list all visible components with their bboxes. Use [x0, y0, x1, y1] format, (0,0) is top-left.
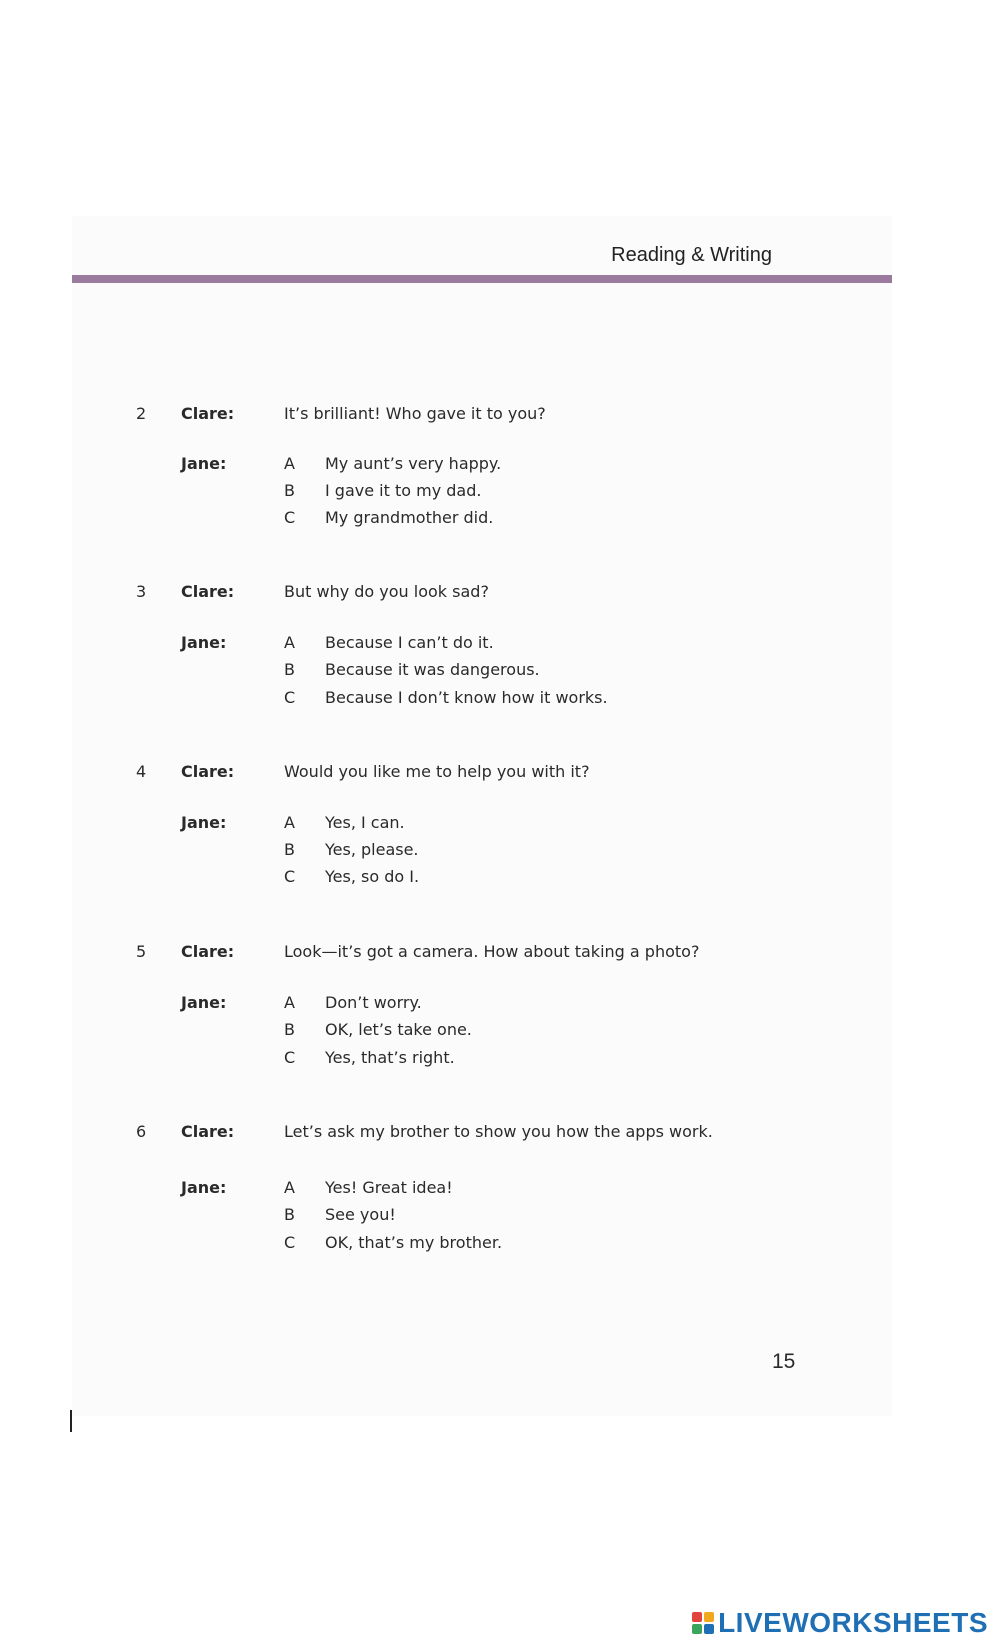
prompt-text: Let’s ask my brother to show you how the apps work. [284, 1122, 713, 1141]
option-letter: B [284, 481, 295, 500]
prompt-text: It’s brilliant! Who gave it to you? [284, 404, 546, 423]
option-text[interactable]: Yes, so do I. [325, 867, 420, 886]
prompt-text: But why do you look sad? [284, 582, 489, 601]
option-letter: C [284, 1048, 296, 1067]
prompt-speaker: Clare: [181, 942, 235, 961]
option-text[interactable]: My aunt’s very happy. [325, 454, 502, 473]
question-number: 2 [136, 404, 147, 423]
option-letter: A [284, 454, 295, 473]
response-speaker: Jane: [181, 813, 227, 832]
prompt-speaker: Clare: [181, 762, 235, 781]
option-text[interactable]: Yes, please. [325, 840, 419, 859]
option-letter: C [284, 688, 296, 707]
option-text[interactable]: See you! [325, 1205, 396, 1224]
page-number: 15 [772, 1350, 796, 1373]
prompt-speaker: Clare: [181, 1122, 235, 1141]
option-letter: A [284, 1178, 295, 1197]
margin-mark [70, 1410, 72, 1432]
prompt-text: Would you like me to help you with it? [284, 762, 590, 781]
question-number: 6 [136, 1122, 147, 1141]
response-speaker: Jane: [181, 993, 227, 1012]
prompt-text: Look—it’s got a camera. How about taking a photo? [284, 942, 700, 961]
option-text[interactable]: Because I can’t do it. [325, 633, 494, 652]
option-text[interactable]: OK, let’s take one. [325, 1020, 472, 1039]
option-text[interactable]: Because I don’t know how it works. [325, 688, 608, 707]
option-letter: A [284, 633, 295, 652]
response-speaker: Jane: [181, 633, 227, 652]
option-text[interactable]: Don’t worry. [325, 993, 422, 1012]
header-divider [72, 275, 892, 283]
option-text[interactable]: I gave it to my dad. [325, 481, 482, 500]
brand-logo [692, 1607, 988, 1639]
brand-name: LIVEWORKSHEETS [718, 1607, 988, 1638]
question-number: 3 [136, 582, 147, 601]
response-speaker: Jane: [181, 454, 227, 473]
option-letter: C [284, 867, 296, 886]
liveworksheets-logo-icon [692, 1612, 714, 1634]
option-text[interactable]: Because it was dangerous. [325, 660, 540, 679]
option-letter: A [284, 813, 295, 832]
option-letter: A [284, 993, 295, 1012]
option-letter: B [284, 1020, 295, 1039]
question-number: 4 [136, 762, 147, 781]
section-title: Reading & Writing [611, 244, 772, 266]
option-text[interactable]: Yes, that’s right. [325, 1048, 455, 1067]
question-number: 5 [136, 942, 147, 961]
prompt-speaker: Clare: [181, 582, 235, 601]
option-letter: B [284, 1205, 295, 1224]
option-text[interactable]: OK, that’s my brother. [325, 1233, 503, 1252]
option-text[interactable]: My grandmother did. [325, 508, 494, 527]
prompt-speaker: Clare: [181, 404, 235, 423]
option-letter: C [284, 1233, 296, 1252]
option-letter: B [284, 840, 295, 859]
response-speaker: Jane: [181, 1178, 227, 1197]
option-letter: B [284, 660, 295, 679]
option-letter: C [284, 508, 296, 527]
option-text[interactable]: Yes! Great idea! [325, 1178, 453, 1197]
option-text[interactable]: Yes, I can. [325, 813, 405, 832]
